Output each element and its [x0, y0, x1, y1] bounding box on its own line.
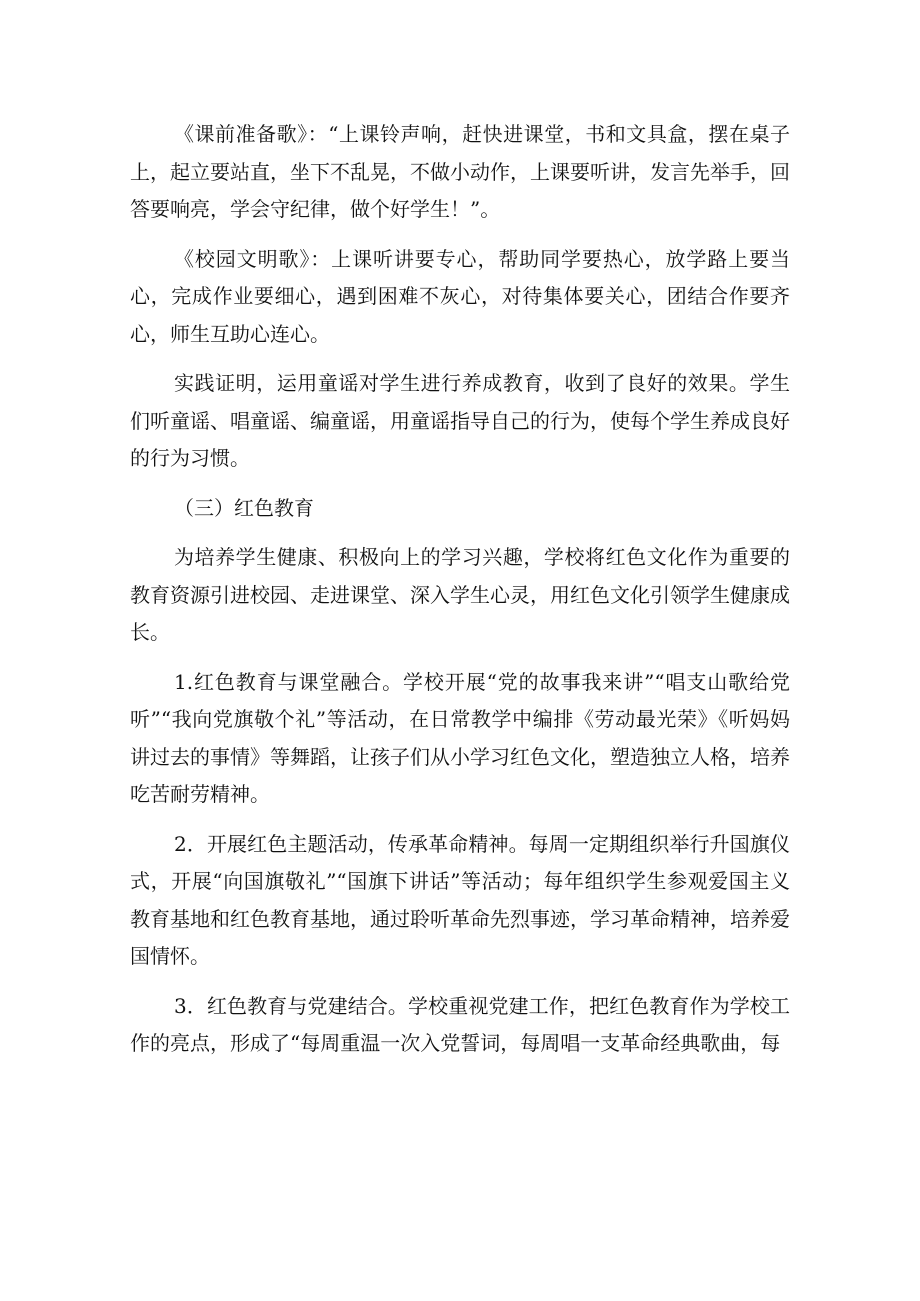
paragraph-red-culture-intro: 为培养学生健康、积极向上的学习兴趣，学校将红色文化作为重要的教育资源引进校园、走进课堂、深入学生心灵，用红色文化引领学生健康成长。 [130, 545, 790, 644]
section-heading-red-education: （三）红色教育 [174, 495, 314, 520]
document-body [130, 116, 790, 1075]
paragraph-item-3-party-building: 3．红色教育与党建结合。学校重视党建工作，把红色教育作为学校工作的亮点，形成了“每周重温一次入党誓词，每周唱一支革命经典歌曲，每 [130, 993, 790, 1055]
paragraph-item-1-classroom: 1.红色教育与课堂融合。学校开展“党的故事我来讲”“唱支山歌给党听”“我向党旗敬个礼”等活动，在日常教学中编排《劳动最光荣》《听妈妈讲过去的事情》等舞蹈，让孩子们从小学习红色文化，塑造独立人格，培养吃苦耐劳精神。 [130, 669, 790, 806]
paragraph-campus-civility-song: 《校园文明歌》：上课听讲要专心，帮助同学要热心，放学路上要当心，完成作业要细心，遇到困难不灰心，对待集体要关心，团结合作要齐心，师生互助心连心。 [130, 246, 790, 346]
paragraph-item-2-activities: 2．开展红色主题活动，传承革命精神。每周一定期组织举行升国旗仪式，开展“向国旗敬礼”“国旗下讲话”等活动；每年组织学生参观爱国主义教育基地和红色教育基地，通过聆听革命先烈事迹，学习革命精神，培养爱国情怀。 [130, 831, 790, 968]
paragraph-practice-proves: 实践证明，运用童谣对学生进行养成教育，收到了良好的效果。学生们听童谣、唱童谣、编童谣，用童谣指导自己的行为，使每个学生养成良好的行为习惯。 [130, 371, 790, 470]
paragraph-class-prep-song: 《课前准备歌》：“上课铃声响，赶快进课堂，书和文具盒，摆在桌子上，起立要站直，坐下不乱晃，不做小动作，上课要听讲，发言先举手，回答要响亮，学会守纪律，做个好学生！”。 [130, 122, 790, 221]
